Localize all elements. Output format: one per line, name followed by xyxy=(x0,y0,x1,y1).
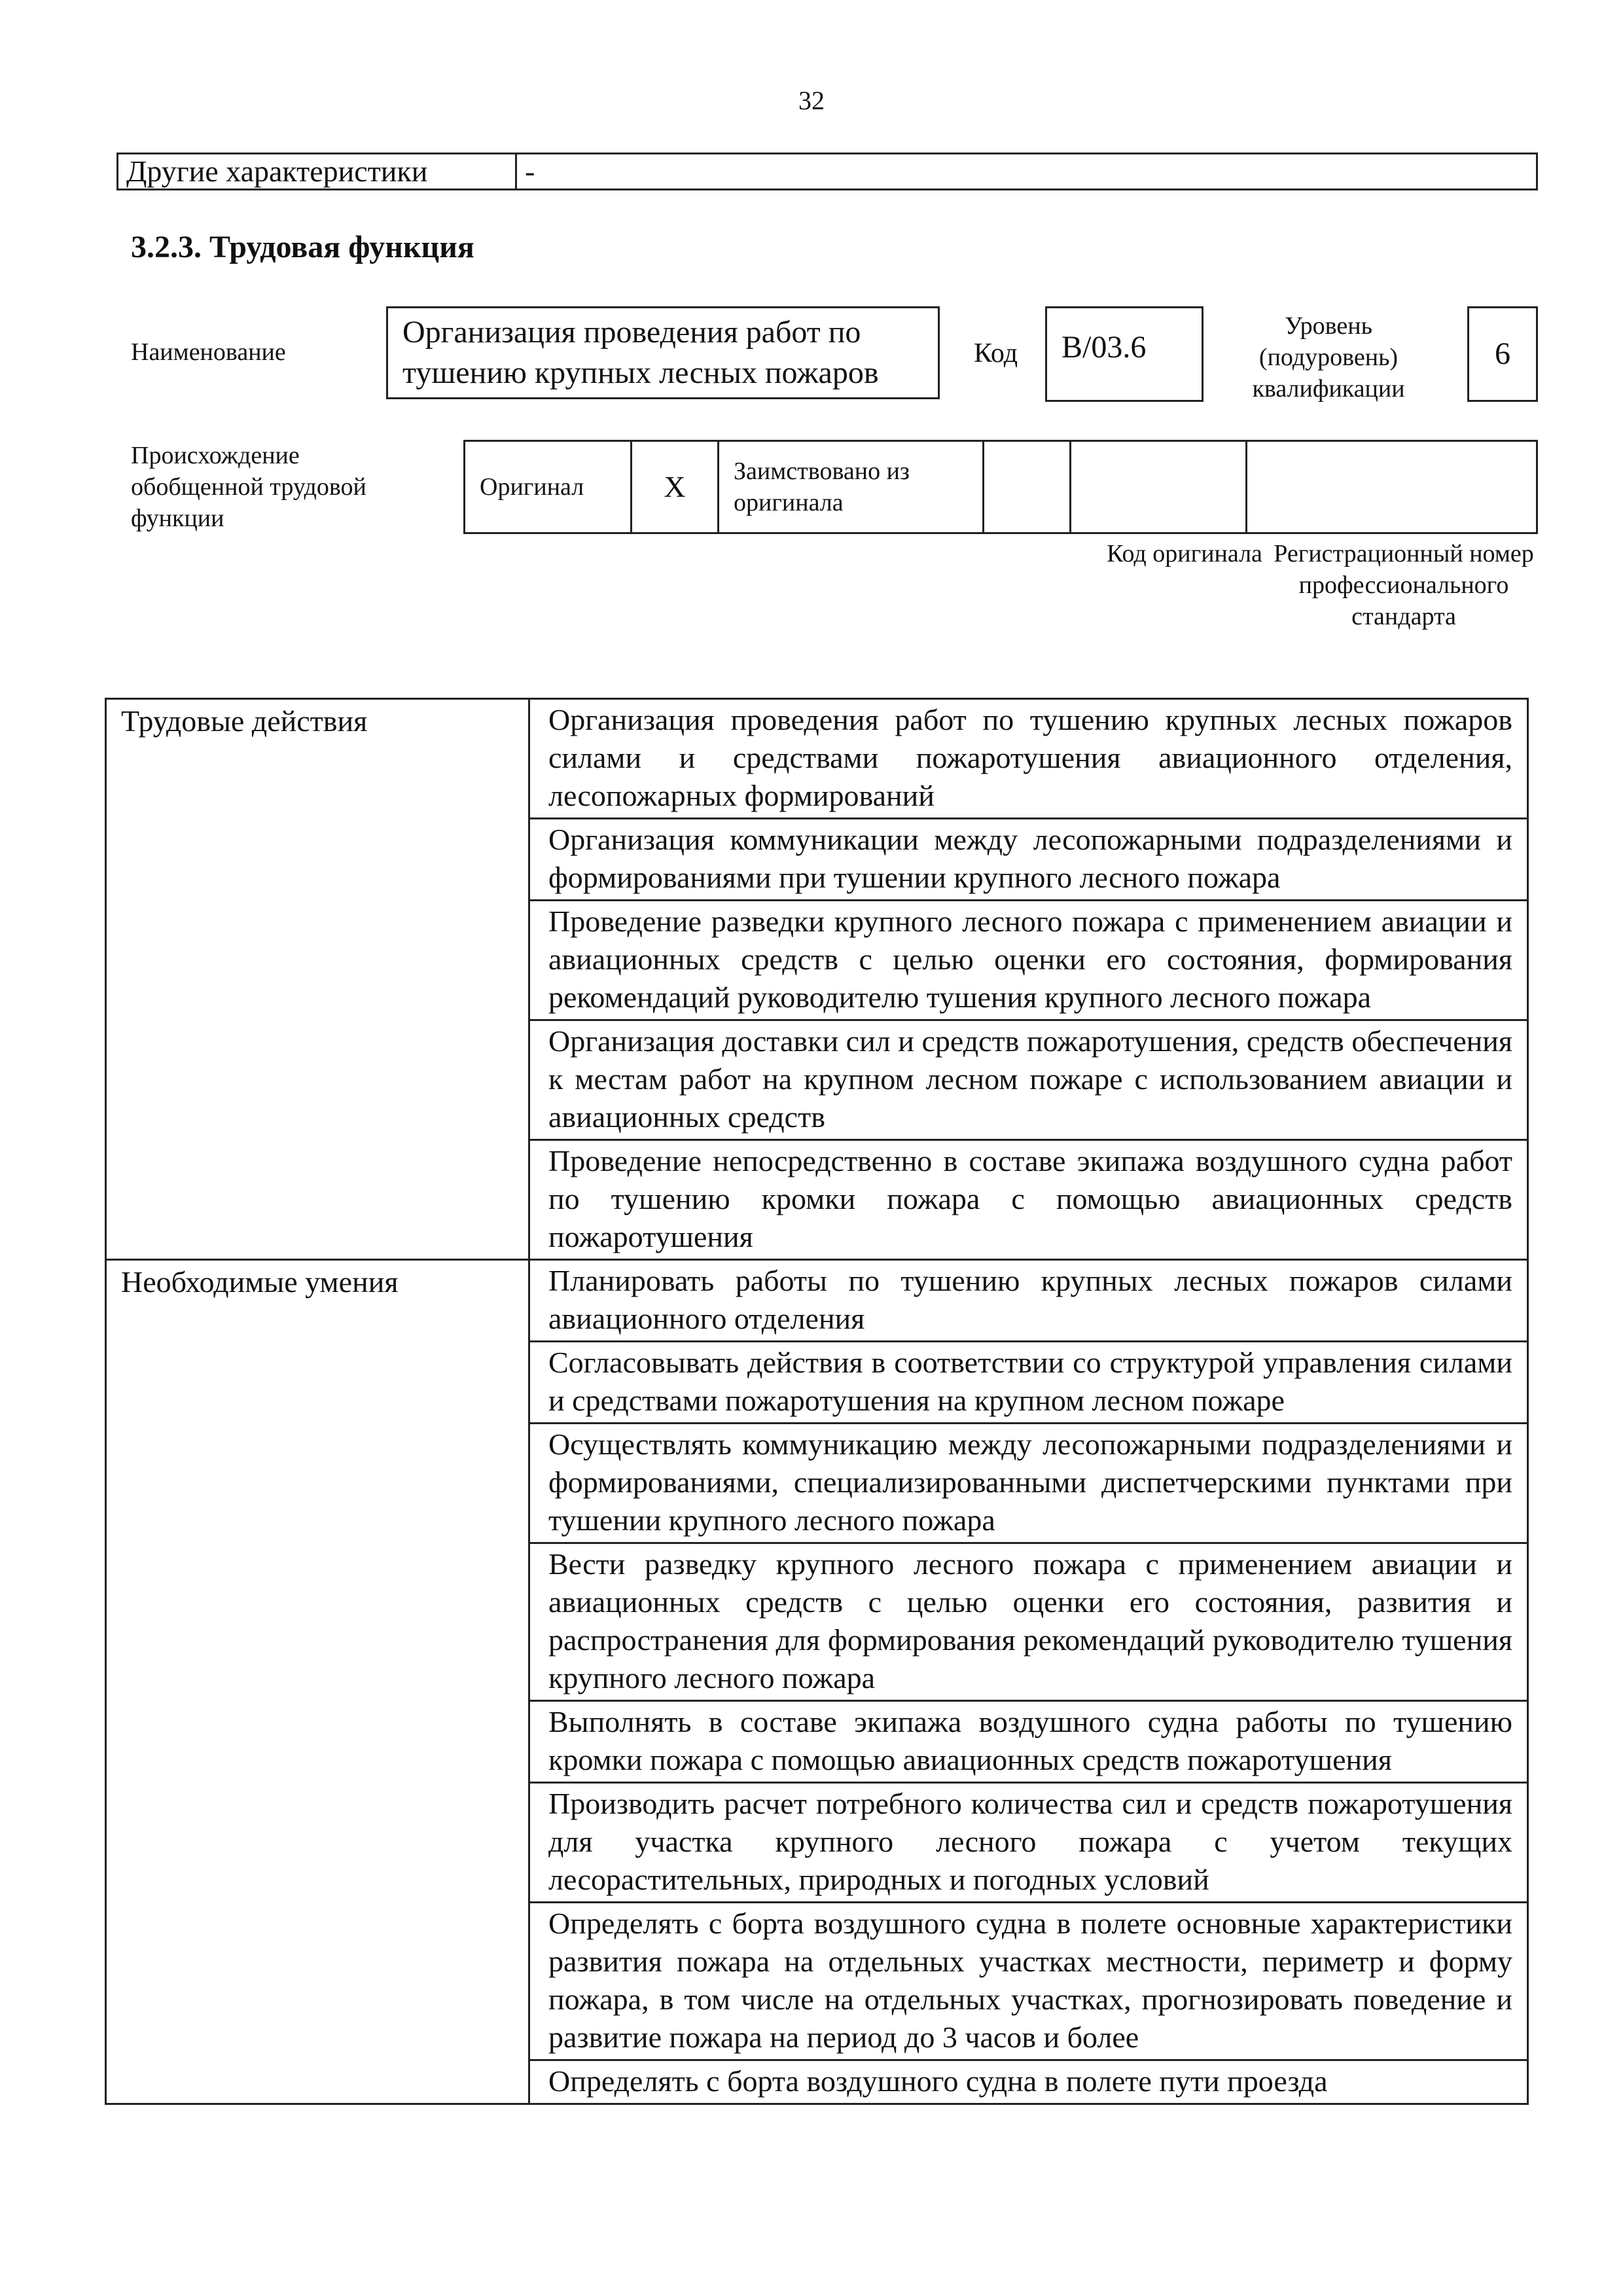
reg-number-caption: Регистрационный номер профессионального стандарта xyxy=(1274,540,1534,630)
table-row: Вести разведку крупного лесного пожара с применением авиации и авиационных средств с целью оценки его состояния, развития и распространения для формирования рекомендаций руководителю тушения крупного лесного пожара xyxy=(529,1543,1528,1701)
origin-label: Происхождение обобщенной трудовой функции xyxy=(131,442,366,532)
other-characteristics-value: - xyxy=(516,154,1537,190)
table-row: Организация коммуникации между лесопожарными подразделениями и формированиями при тушении крупного лесного пожара xyxy=(529,819,1528,901)
table-row: Согласовывать действия в соответствии со структурой управления силами и средствами пожаротушения на крупном лесном пожаре xyxy=(529,1342,1528,1424)
table-row: Осуществлять коммуникацию между лесопожарными подразделениями и формированиями, специализированными диспетчерскими пунктами при тушении крупного лесного пожара xyxy=(529,1424,1528,1543)
section-label-labor-actions: Трудовые действия xyxy=(106,699,529,1260)
table-row: Производить расчет потребного количества сил и средств пожаротушения для участка крупного лесного пожара с учетом текущих лесорастительных, природных и погодных условий xyxy=(529,1783,1528,1903)
original-mark: X xyxy=(632,441,719,533)
name-value: Организация проведения работ по тушению крупных лесных пожаров xyxy=(386,306,940,399)
level-value: 6 xyxy=(1467,306,1538,402)
table-row: Определять с борта воздушного судна в полете основные характеристики развития пожара на отдельных участках местности, периметр и форму пожара, в том числе на отдельных участках, прогнозировать поведение и развитие пожара на период до 3 часов и более xyxy=(529,1903,1528,2060)
table-row: Выполнять в составе экипажа воздушного судна работы по тушению кромки пожара с помощью авиационных средств пожаротушения xyxy=(529,1701,1528,1783)
table-row: Проведение разведки крупного лесного пожара с применением авиации и авиационных средств с целью оценки его состояния, формирования рекомендаций руководителю тушения крупного лесного пожара xyxy=(529,901,1528,1020)
code-label: Код xyxy=(974,338,1018,368)
code-value: B/03.6 xyxy=(1045,306,1204,402)
section-label-required-skills: Необходимые умения xyxy=(106,1260,529,2104)
table-row: Планировать работы по тушению крупных лесных пожаров силами авиационного отделения xyxy=(529,1260,1528,1342)
main-table xyxy=(105,698,1529,2105)
level-label xyxy=(1230,310,1427,404)
level-label-line-3: квалификации xyxy=(1252,375,1405,403)
origin-reg-cell xyxy=(1247,441,1537,533)
table-row: Организация проведения работ по тушению крупных лесных пожаров силами и средствами пожаротушения авиационного отделения, лесопожарных формирований xyxy=(529,699,1528,819)
origin-empty-cell-1 xyxy=(984,441,1071,533)
table-row: Определять с борта воздушного судна в полете пути проезда xyxy=(529,2060,1528,2104)
section-title: 3.2.3. Трудовая функция xyxy=(131,230,474,264)
original-label: Оригинал xyxy=(465,441,632,533)
borrowed-label: Заимствовано из оригинала xyxy=(719,441,984,533)
name-label: Наименование xyxy=(131,338,286,366)
origin-table xyxy=(463,440,1538,534)
table-row: Проведение непосредственно в составе экипажа воздушного судна работ по тушению кромки пожара с помощью авиационных средств пожаротушения xyxy=(529,1140,1528,1260)
table-row: Организация доставки сил и средств пожаротушения, средств обеспечения к местам работ на крупном лесном пожаре с использованием авиации и авиационных средств xyxy=(529,1020,1528,1140)
other-characteristics-table xyxy=(116,152,1538,190)
level-label-line-2: (подуровень) xyxy=(1258,344,1399,371)
level-label-line-1: Уровень xyxy=(1285,312,1372,340)
origin-code-cell xyxy=(1071,441,1247,533)
page-number: 32 xyxy=(798,86,825,115)
code-original-caption: Код оригинала xyxy=(1107,540,1262,567)
other-characteristics-label: Другие характеристики xyxy=(118,154,516,190)
